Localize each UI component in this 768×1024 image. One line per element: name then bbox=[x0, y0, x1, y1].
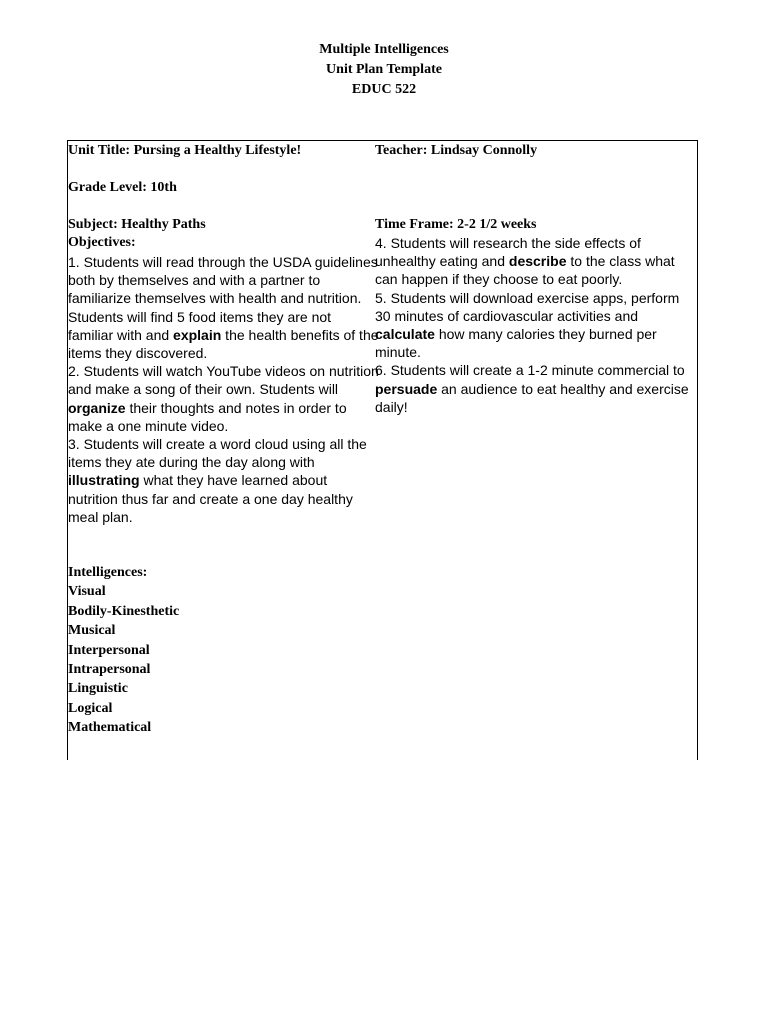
grade-level: Grade Level: 10th bbox=[68, 180, 177, 195]
intelligence-item: Logical bbox=[68, 700, 113, 716]
objective-1: 1. Students will read through the USDA guidelines both by themselves and with a partner to familiarize themselves with health and nutrition. Students will find 5 food items they are not familiar with and explain the health benefits of the items they discovered. bbox=[68, 254, 379, 362]
intelligence-item: Bodily-Kinesthetic bbox=[68, 603, 180, 619]
header-line-3: EDUC 522 bbox=[351, 82, 417, 97]
objectives-right bbox=[375, 234, 697, 416]
objective-3: 3. Students will create a word cloud using all the items they ate during the day along with illustrating what they have learned about nutrition thus far and create a one day healthy meal plan. bbox=[68, 436, 367, 525]
unit-title: Unit Title: Pursing a Healthy Lifestyle! bbox=[68, 143, 302, 158]
objectives-heading: Objectives: bbox=[68, 235, 136, 250]
intelligence-item: Intrapersonal bbox=[68, 662, 151, 678]
intelligence-item: Interpersonal bbox=[68, 642, 150, 658]
intelligences-heading: Intelligences: bbox=[68, 565, 148, 580]
intelligence-item: Linguistic bbox=[68, 681, 128, 697]
teacher-name: Teacher: Lindsay Connolly bbox=[375, 143, 538, 158]
objective-6: 6. Students will create a 1-2 minute commercial to persuade an audience to eat healthy and exercise daily! bbox=[375, 362, 689, 415]
intelligences-section bbox=[68, 563, 380, 738]
header-line-2: Unit Plan Template bbox=[326, 62, 442, 77]
document-header bbox=[0, 40, 768, 100]
objective-5: 5. Students will download exercise apps, perform 30 minutes of cardiovascular activities and calculate how many calories they burned per minute. bbox=[375, 289, 680, 361]
objective-2: 2. Students will watch YouTube videos on nutrition and make a song of their own. Students will organize their thoughts and notes in order to make a one minute video. bbox=[68, 363, 379, 434]
subject: Subject: Healthy Paths bbox=[68, 217, 206, 232]
objectives-left bbox=[68, 253, 380, 526]
objective-4: 4. Students will research the side effects of unhealthy eating and describe to the class what can happen if they choose to eat poorly. bbox=[375, 235, 675, 288]
intelligence-item: Visual bbox=[68, 584, 106, 600]
intelligence-item: Mathematical bbox=[68, 720, 152, 736]
intelligence-item: Musical bbox=[68, 623, 116, 639]
header-line-1: Multiple Intelligences bbox=[319, 42, 449, 57]
time-frame: Time Frame: 2-2 1/2 weeks bbox=[375, 217, 537, 232]
